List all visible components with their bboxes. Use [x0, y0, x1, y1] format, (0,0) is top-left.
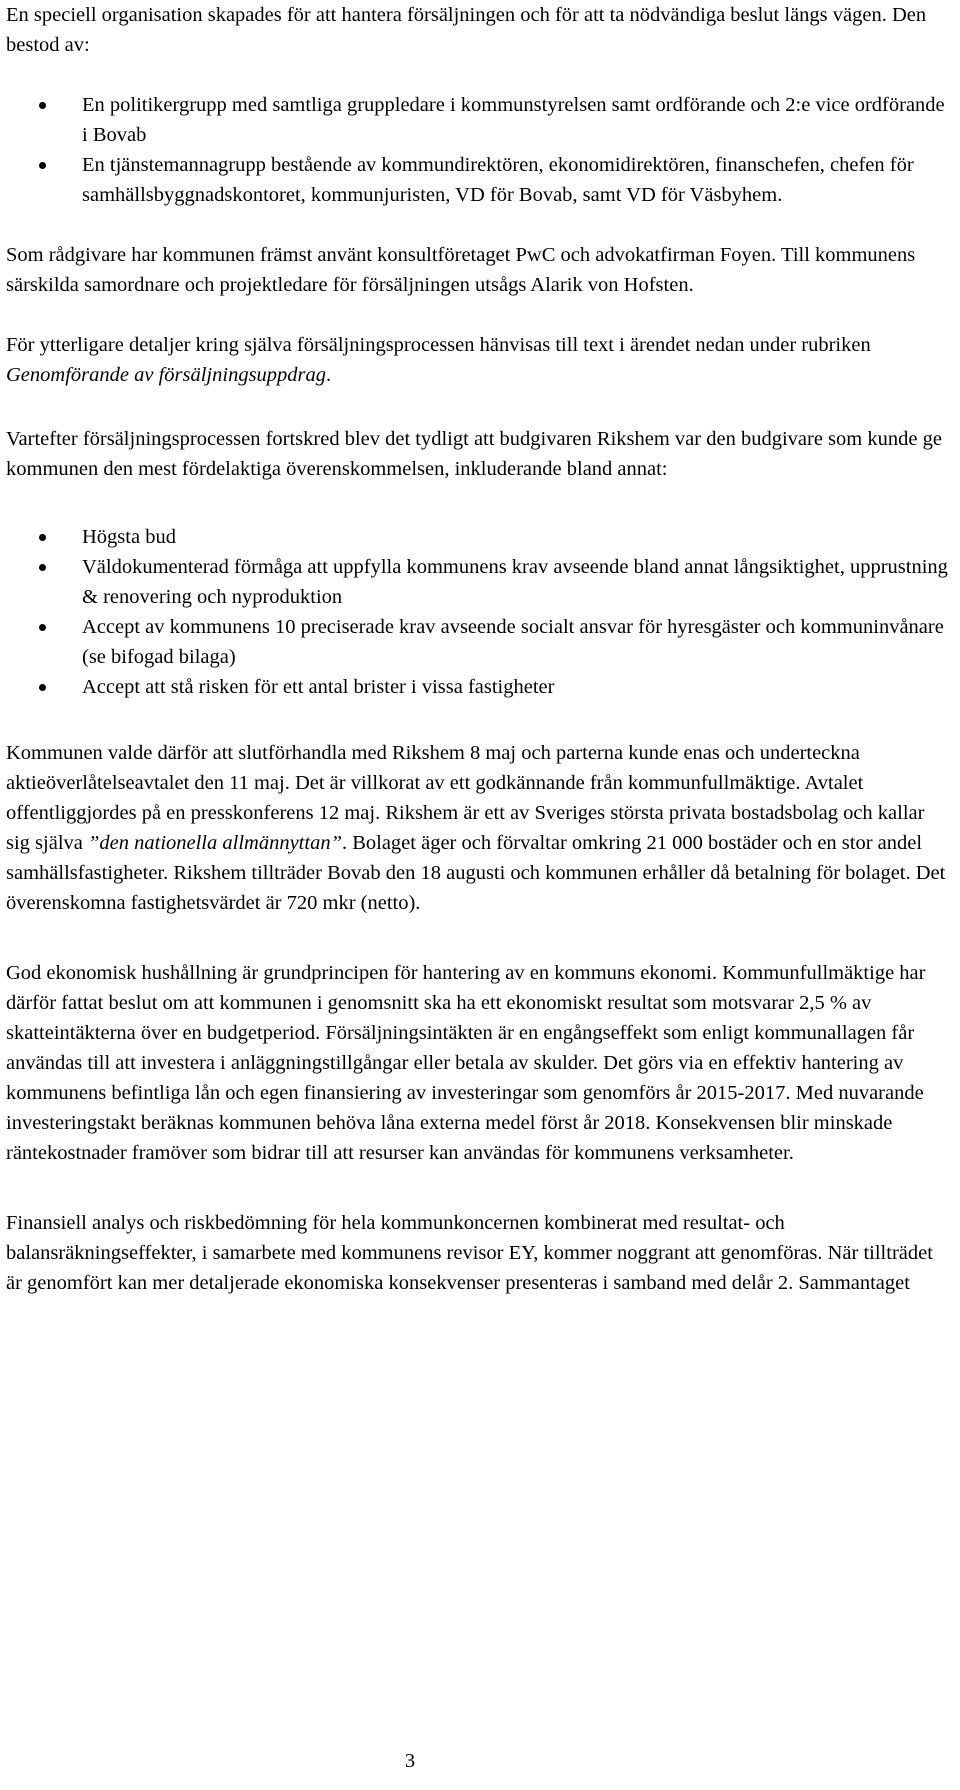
list-item [6, 612, 951, 672]
list-item [6, 150, 951, 210]
bullet-icon [39, 534, 46, 541]
details-paragraph [6, 330, 951, 390]
details-reference: Genomförande av försäljningsuppdrag [6, 364, 327, 386]
intro-paragraph: En speciell organisation skapades för att hantera försäljningen och för att ta nödvändiga beslut längs vägen. Den bestod av: [6, 4, 927, 56]
bullet-icon [39, 102, 46, 109]
bullet-icon [39, 684, 46, 691]
advisors-paragraph: Som rådgivare har kommunen främst använt konsultföretaget PwC och advokatfirman Foyen. Till kommunens särskilda samordnare och projektledare för försäljningen utsågs Alarik von Hofsten. [6, 244, 916, 296]
decision-quote: ”den nationella allmännyttan” [88, 832, 342, 854]
organisation-list [6, 90, 951, 210]
list-item-text: En politikergrupp med samtliga gruppledare i kommunstyrelsen samt ordförande och 2:e vice ordförande i Bovab [82, 94, 945, 146]
offer-list [6, 522, 951, 702]
decision-text: Kommunen valde därför att slutförhandla med Rikshem 8 maj och parterna kunde enas och underteckna aktieöverlåtelseavtalet den 11 maj. Det är villkorat av ett godkännande från kommunfullmäktige. Avtalet offentliggjordes på en presskonferens 12 maj. Rikshem är ett av Sveriges största privata bostadsbolag och kallar sig själva [6, 742, 925, 854]
list-item-text: Accept av kommunens 10 preciserade krav avseende socialt ansvar för hyresgäster och kommuninvånare (se bifogad bilaga) [82, 616, 944, 668]
details-text: För ytterligare detaljer kring själva försäljningsprocessen hänvisas till text i ärendet nedan under rubriken [6, 334, 871, 356]
list-item [6, 672, 951, 702]
decision-paragraph [6, 738, 951, 918]
list-item-text: Accept att stå risken för ett antal brister i vissa fastigheter [82, 676, 555, 698]
page-number: 3 [404, 1750, 416, 1772]
details-end: . [326, 364, 332, 386]
analysis-paragraph: Finansiell analys och riskbedömning för hela kommunkoncernen kombinerat med resultat- och balansräkningseffekter, i samarbete med kommunens revisor EY, kommer noggrant att genomföras. När tillträdet är genomfört kan mer detaljerade ekonomiska konsekvenser presenteras i samband med delår 2. Sammantaget [6, 1212, 933, 1294]
process-paragraph: Vartefter försäljningsprocessen fortskred blev det tydligt att budgivaren Rikshem var den budgivare som kunde ge kommunen den mest fördelaktiga överenskommelsen, inkluderande bland annat: [6, 428, 942, 480]
economy-paragraph: God ekonomisk hushållning är grundprincipen för hantering av en kommuns ekonomi. Kommunfullmäktige har därför fattat beslut om att kommunen i genomsnitt ska ha ett ekonomiskt resultat som motsvarar 2,5 % av skatteintäkterna över en budgetperiod. Försäljningsintäkten är en engångseffekt som enligt kommunallagen får användas till att investera i anläggningstillgångar eller betala av skulder. Det görs via en effektiv hantering av kommunens befintliga lån och egen finansiering av investeringar som genomförs år 2015-2017. Med nuvarande investeringstakt beräknas kommunen behöva låna externa medel först år 2018. Konsekvensen blir minskade räntekostnader framöver som bidrar till att resurser kan användas för kommunens verksamheter. [6, 962, 926, 1164]
bullet-icon [39, 624, 46, 631]
bullet-icon [39, 162, 46, 169]
document-body [6, 0, 951, 1298]
list-item [6, 522, 951, 552]
list-item-text: Högsta bud [82, 526, 176, 548]
list-item [6, 552, 951, 612]
bullet-icon [39, 564, 46, 571]
list-item-text: Väldokumenterad förmåga att uppfylla kommunens krav avseende bland annat långsiktighet, upprustning & renovering och nyproduktion [82, 556, 948, 608]
list-item [6, 90, 951, 150]
decision-text-end: . Bolaget äger och förvaltar omkring 21 000 bostäder och en stor andel samhällsfastigheter. Rikshem tillträder Bovab den 18 augusti och kommunen erhåller då betalning för bolaget. Det överenskomna fastighetsvärdet är 720 mkr (netto). [6, 832, 946, 914]
list-item-text: En tjänstemannagrupp bestående av kommundirektören, ekonomidirektören, finanschefen, chefen för samhällsbyggnadskontoret, kommunjuristen, VD för Bovab, samt VD för Väsbyhem. [82, 154, 914, 206]
